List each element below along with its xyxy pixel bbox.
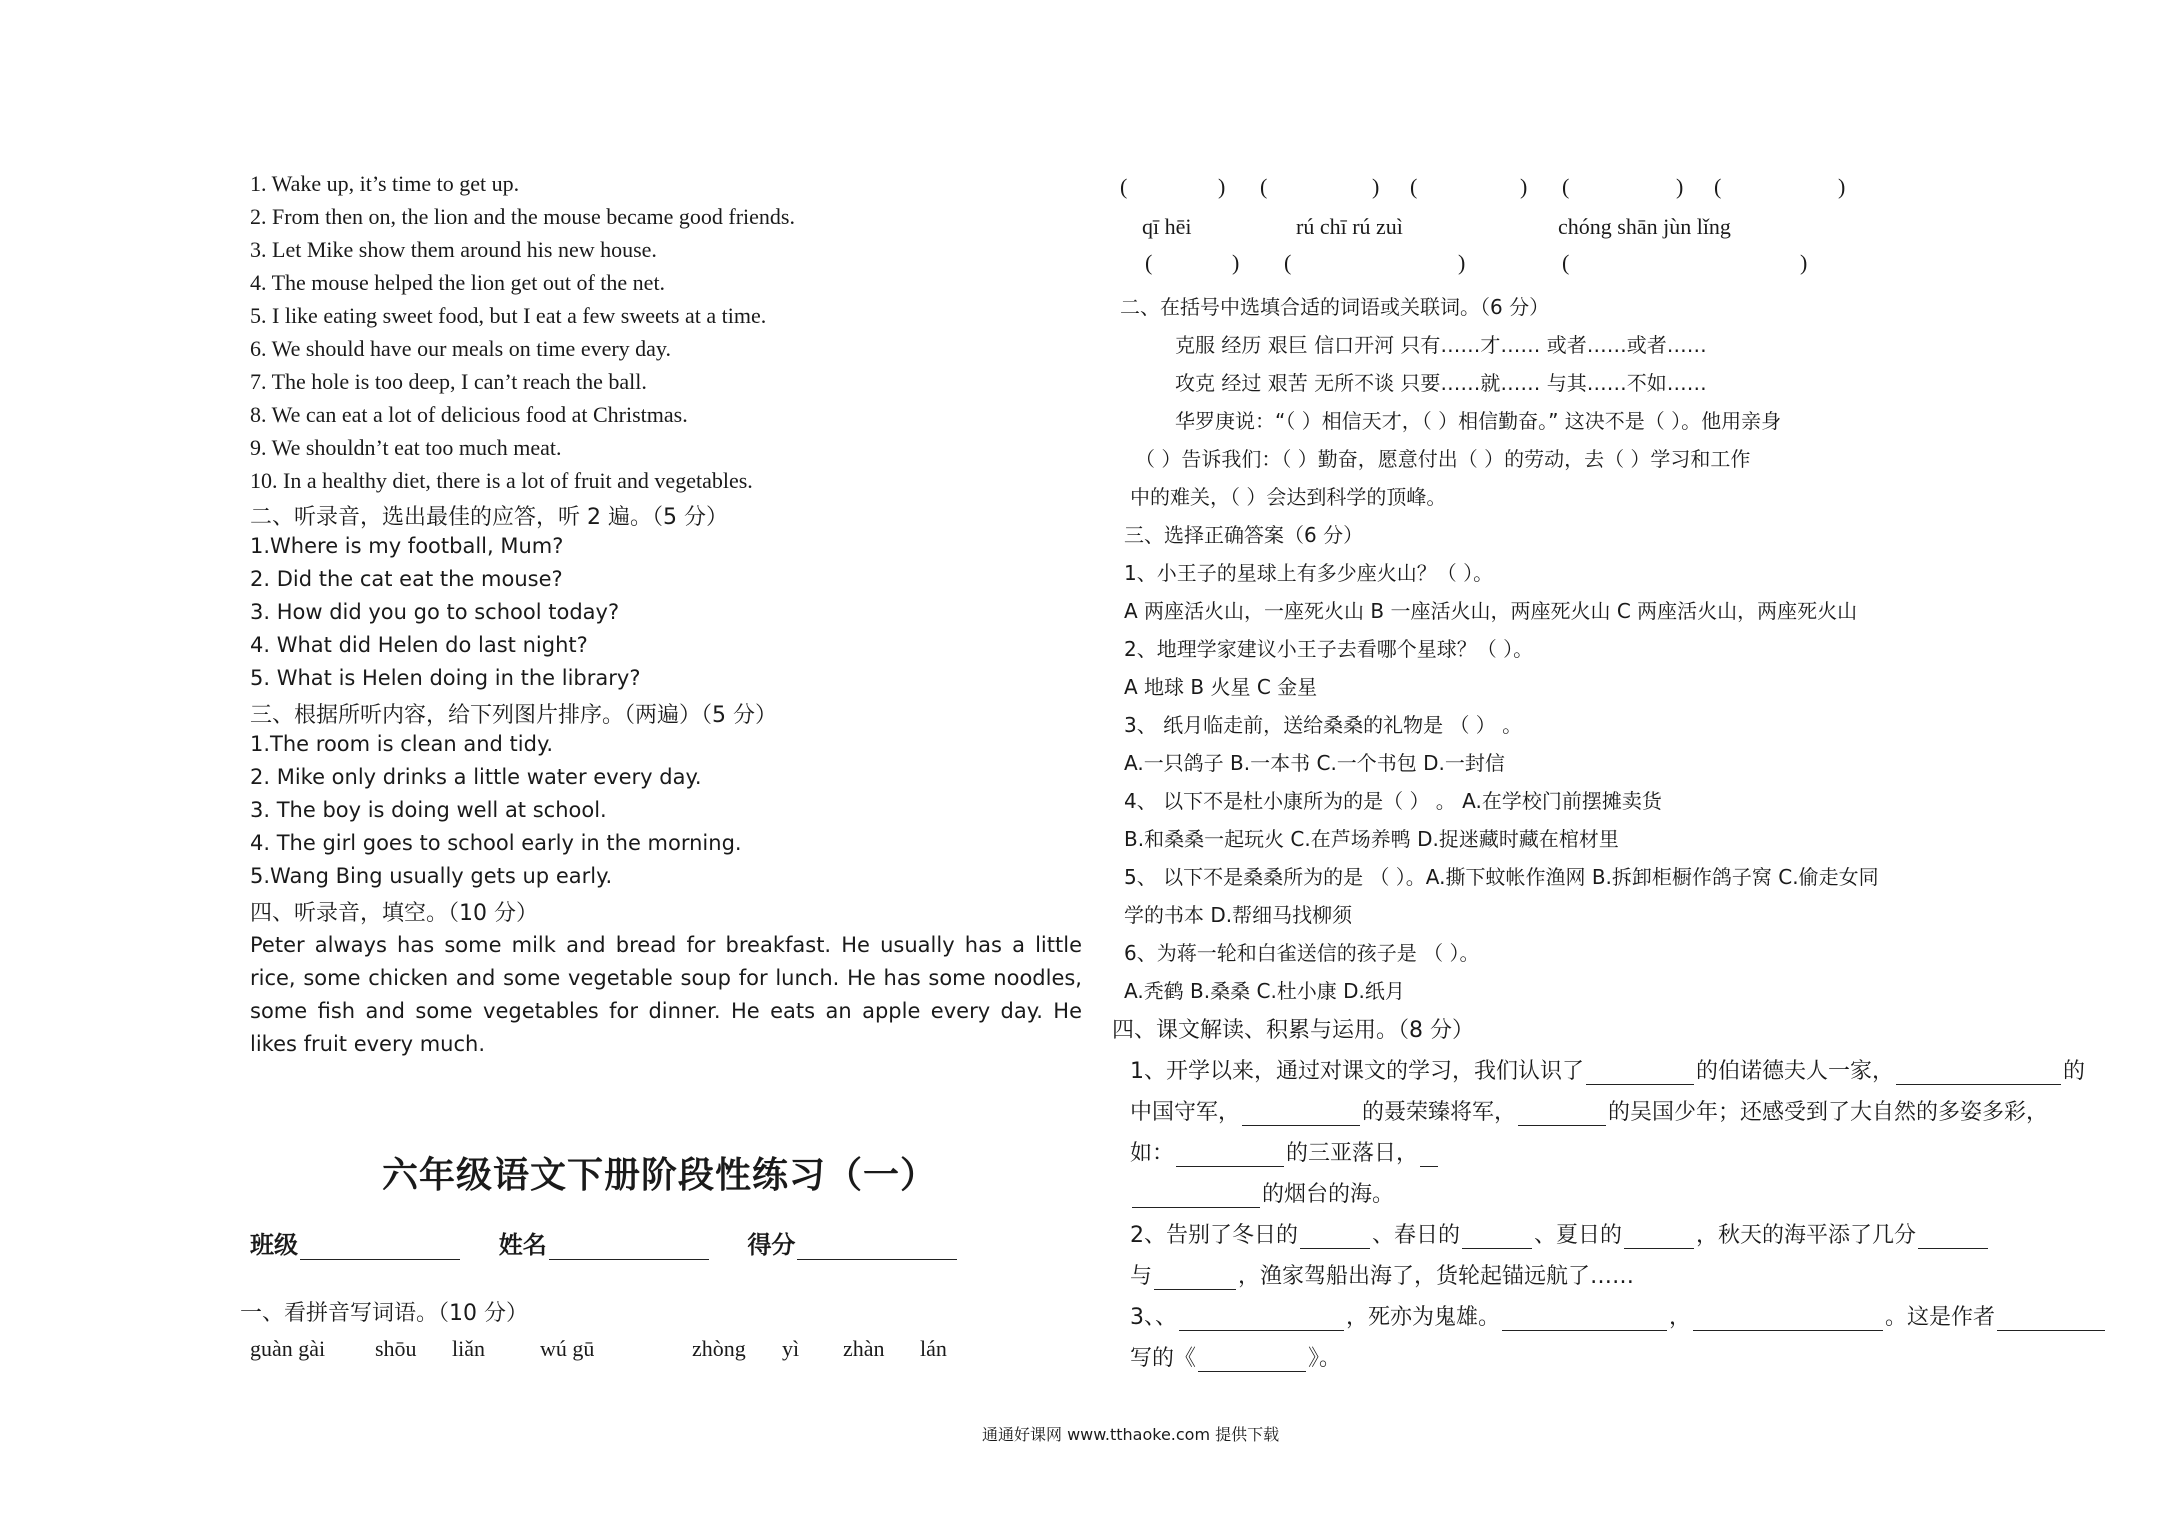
sec3-line: B.和桑桑一起玩火 C.在芦场养鸭 D.捉迷藏时藏在棺材里 [1124,827,1619,851]
text: 与 [1130,1264,1153,1289]
bracket-close: ) [1218,174,1226,199]
text: 写的《 [1130,1346,1197,1371]
sec2-words-row2: 攻克 经过 艰苦 无所不谈 只要……就…… 与其……不如…… [1175,371,1707,395]
sec3-line: 学的书本 D.帮细马找柳须 [1124,903,1353,927]
sec4-line6 [1130,1259,1634,1290]
bracket-open: ( [1284,250,1292,275]
bracket-close: ) [1676,174,1684,199]
blank[interactable] [1179,1308,1344,1331]
text: 1、开学以来，通过对课文的学习，我们认识了 [1130,1059,1584,1084]
sec4-line7 [1130,1300,2107,1331]
bracket-close: ) [1520,174,1528,199]
blank[interactable] [1154,1267,1236,1290]
sec4-heading: 四、课文解读、积累与运用。（8 分） [1112,1018,1474,1043]
text: 的伯诺德夫人一家， [1696,1059,1895,1084]
text: 3、、 [1130,1305,1177,1330]
sec3-line: 5、 以下不是桑桑所为的是 （ ）。A.撕下蚊帐作渔网 B.拆卸柜橱作鸽子窝 C.偷走女同 [1124,865,1879,889]
class-blank[interactable] [300,1237,460,1260]
sentence-6: 6. We should have our meals on time every day. [250,336,672,361]
blank[interactable] [1997,1308,2105,1331]
sentence-7: 7. The hole is too deep, I can’t reach the ball. [250,369,647,394]
section4-heading: 四、听录音，填空。（10 分） [250,901,538,926]
text: 的 [2063,1059,2086,1084]
text: ，死亦为鬼雄。 [1346,1305,1501,1330]
sec2-line1: 华罗庚说：“（ ）相信天才，（ ）相信勤奋。” 这决不是（ ）。他用亲身 [1175,409,1782,433]
blank[interactable] [1918,1226,1988,1249]
sec2-line3: 中的难关，（ ）会达到科学的顶峰。 [1130,485,1447,509]
blank[interactable] [1693,1308,1883,1331]
bracket-close: ) [1458,250,1466,275]
cn-section1-heading: 一、看拼音写词语。（10 分） [240,1301,528,1326]
section2-item-2: 2. Did the cat eat the mouse? [250,567,563,591]
blank[interactable] [1242,1103,1360,1126]
bracket-open: ( [1120,174,1128,199]
sec3-line: A.一只鸽子 B.一本书 C.一个书包 D.一封信 [1124,751,1505,775]
bracket-close: ) [1372,174,1380,199]
text: 。这是作者 [1885,1305,1996,1330]
blank[interactable] [1502,1308,1667,1331]
pinyin-lan: lán [920,1336,947,1361]
sec3-line: 1、小王子的星球上有多少座火山？（ ）。 [1124,561,1494,585]
blank[interactable] [1518,1103,1606,1126]
blank[interactable] [1462,1226,1532,1249]
text: 的吴国少年；还感受到了大自然的多姿多彩， [1608,1100,2049,1125]
sec3-heading: 三、选择正确答案（6 分） [1124,523,1364,547]
footer-credit: 通通好课网 www.tthaoke.com 提供下载 [982,1425,1280,1444]
sentence-5: 5. I like eating sweet food, but I eat a few sweets at a time. [250,303,767,328]
blank[interactable] [1132,1185,1260,1208]
blank[interactable] [1420,1144,1438,1167]
sentence-10: 10. In a healthy diet, there is a lot of fruit and vegetables. [250,468,753,493]
pinyin-shou: shōu [375,1336,417,1361]
sec3-line: 4、 以下不是杜小康所为的是（ ） 。 A.在学校门前摆摊卖货 [1124,789,1662,813]
score-blank[interactable] [797,1237,957,1260]
section2-item-3: 3. How did you go to school today? [250,600,620,624]
sec3-line: A 两座活火山，一座死火山 B 一座活火山，两座死火山 C 两座活火山，两座死火山 [1124,599,1858,623]
text: ，秋天的海平添了几分 [1696,1223,1917,1248]
sentence-1: 1. Wake up, it’s time to get up. [250,171,520,196]
bracket-close: ) [1838,174,1846,199]
blank[interactable] [1896,1062,2061,1085]
exam-title: 六年级语文下册阶段性练习（一） [382,1155,938,1196]
section2-item-4: 4. What did Helen do last night? [250,633,588,657]
section2-heading: 二、听录音，选出最佳的应答，听 2 遍。（5 分） [250,505,728,530]
text: 如： [1130,1141,1175,1166]
section3-item-4: 4. The girl goes to school early in the morning. [250,831,742,855]
name-label: 姓名 [498,1231,547,1259]
sec3-line: A 地球 B 火星 C 金星 [1124,675,1318,699]
section3-item-2: 2. Mike only drinks a little water every day. [250,765,702,789]
class-label: 班级 [250,1231,298,1259]
score-label: 得分 [747,1231,796,1259]
student-info-row [250,1225,959,1260]
bracket-open: ( [1410,174,1418,199]
sec4-line3 [1130,1136,1440,1167]
text: 中国守军， [1130,1100,1241,1125]
section2-item-5: 5. What is Helen doing in the library? [250,666,641,690]
blank[interactable] [1586,1062,1694,1085]
section3-item-3: 3. The boy is doing well at school. [250,798,607,822]
sec3-line: 3、 纸月临走前，送给桑桑的礼物是 （ ） 。 [1124,713,1523,737]
sec2-heading: 二、在括号中选填合适的词语或关联词。（6 分） [1120,295,1550,319]
sec3-line: 2、地理学家建议小王子去看哪个星球？（ ）。 [1124,637,1534,661]
sec4-line1 [1130,1054,2085,1085]
section3-item-5: 5.Wang Bing usually gets up early. [250,864,613,888]
sentence-3: 3. Let Mike show them around his new house. [250,237,657,262]
pinyin-chongshanjunling: chóng shān jùn lǐng [1558,214,1731,239]
sentence-9: 9. We shouldn’t eat too much meat. [250,435,562,460]
pinyin-yi: yì [782,1336,800,1361]
text: 的烟台的海。 [1262,1182,1395,1207]
blank[interactable] [1176,1144,1284,1167]
bracket-close: ) [1232,250,1240,275]
sec2-words-row1: 克服 经历 艰巨 信口开河 只有……才…… 或者……或者…… [1175,333,1707,357]
bracket-open: ( [1714,174,1722,199]
sec3-line: 6、为蒋一轮和白雀送信的孩子是 （ ）。 [1124,941,1480,965]
bracket-open: ( [1260,174,1268,199]
sec3-line: A.秃鹤 B.桑桑 C.杜小康 D.纸月 [1124,979,1405,1003]
sec2-line2: （ ）告诉我们：（ ）勤奋，愿意付出（ ）的劳动，去（ ）学习和工作 [1135,447,1751,471]
sentence-8: 8. We can eat a lot of delicious food at Christmas. [250,402,688,427]
blank[interactable] [1624,1226,1694,1249]
bracket-open: ( [1562,174,1570,199]
sentence-2: 2. From then on, the lion and the mouse became good friends. [250,204,795,229]
section3-heading: 三、根据所听内容，给下列图片排序。（两遍）（5 分） [250,703,777,728]
blank[interactable] [1300,1226,1370,1249]
section4-paragraph: Peter always has some milk and bread for breakfast. He usually has a little rice, some chicken and some vegetable soup for lunch. He has some noodles, some fish and some vegetables for dinner. He eats an apple every day. He likes fruit every much. [250,933,1082,1056]
text: ，渔家驾船出海了，货轮起锚远航了…… [1238,1264,1635,1289]
text: 》。 [1308,1346,1342,1371]
pinyin-guangai: guàn gài [250,1336,326,1361]
pinyin-qihei: qī hēi [1142,214,1192,239]
name-blank[interactable] [549,1237,709,1260]
sec4-line4 [1130,1177,1394,1208]
bracket-open: ( [1562,250,1570,275]
text: 、春日的 [1372,1223,1461,1248]
sec4-line2 [1130,1095,2048,1126]
section3-item-1: 1.The room is clean and tidy. [250,732,554,756]
text: ， [1669,1305,1692,1330]
text: 的三亚落日， [1286,1141,1419,1166]
sentence-4: 4. The mouse helped the lion get out of the net. [250,270,666,295]
section2-item-1: 1.Where is my football, Mum? [250,534,564,558]
pinyin-wugu: wú gū [540,1336,595,1361]
bracket-close: ) [1800,250,1808,275]
pinyin-zhong: zhòng [692,1336,746,1361]
pinyin-lian: liǎn [452,1336,485,1361]
text: 、夏日的 [1534,1223,1623,1248]
bracket-open: ( [1145,250,1153,275]
blank[interactable] [1198,1349,1306,1372]
sec4-line5 [1130,1218,1990,1249]
pinyin-zhan: zhàn [843,1336,885,1361]
pinyin-ruchiruzui: rú chī rú zuì [1296,214,1403,239]
text: 的聂荣臻将军， [1362,1100,1517,1125]
text: 2、告别了冬日的 [1130,1223,1298,1248]
sec4-line8 [1130,1341,1341,1372]
